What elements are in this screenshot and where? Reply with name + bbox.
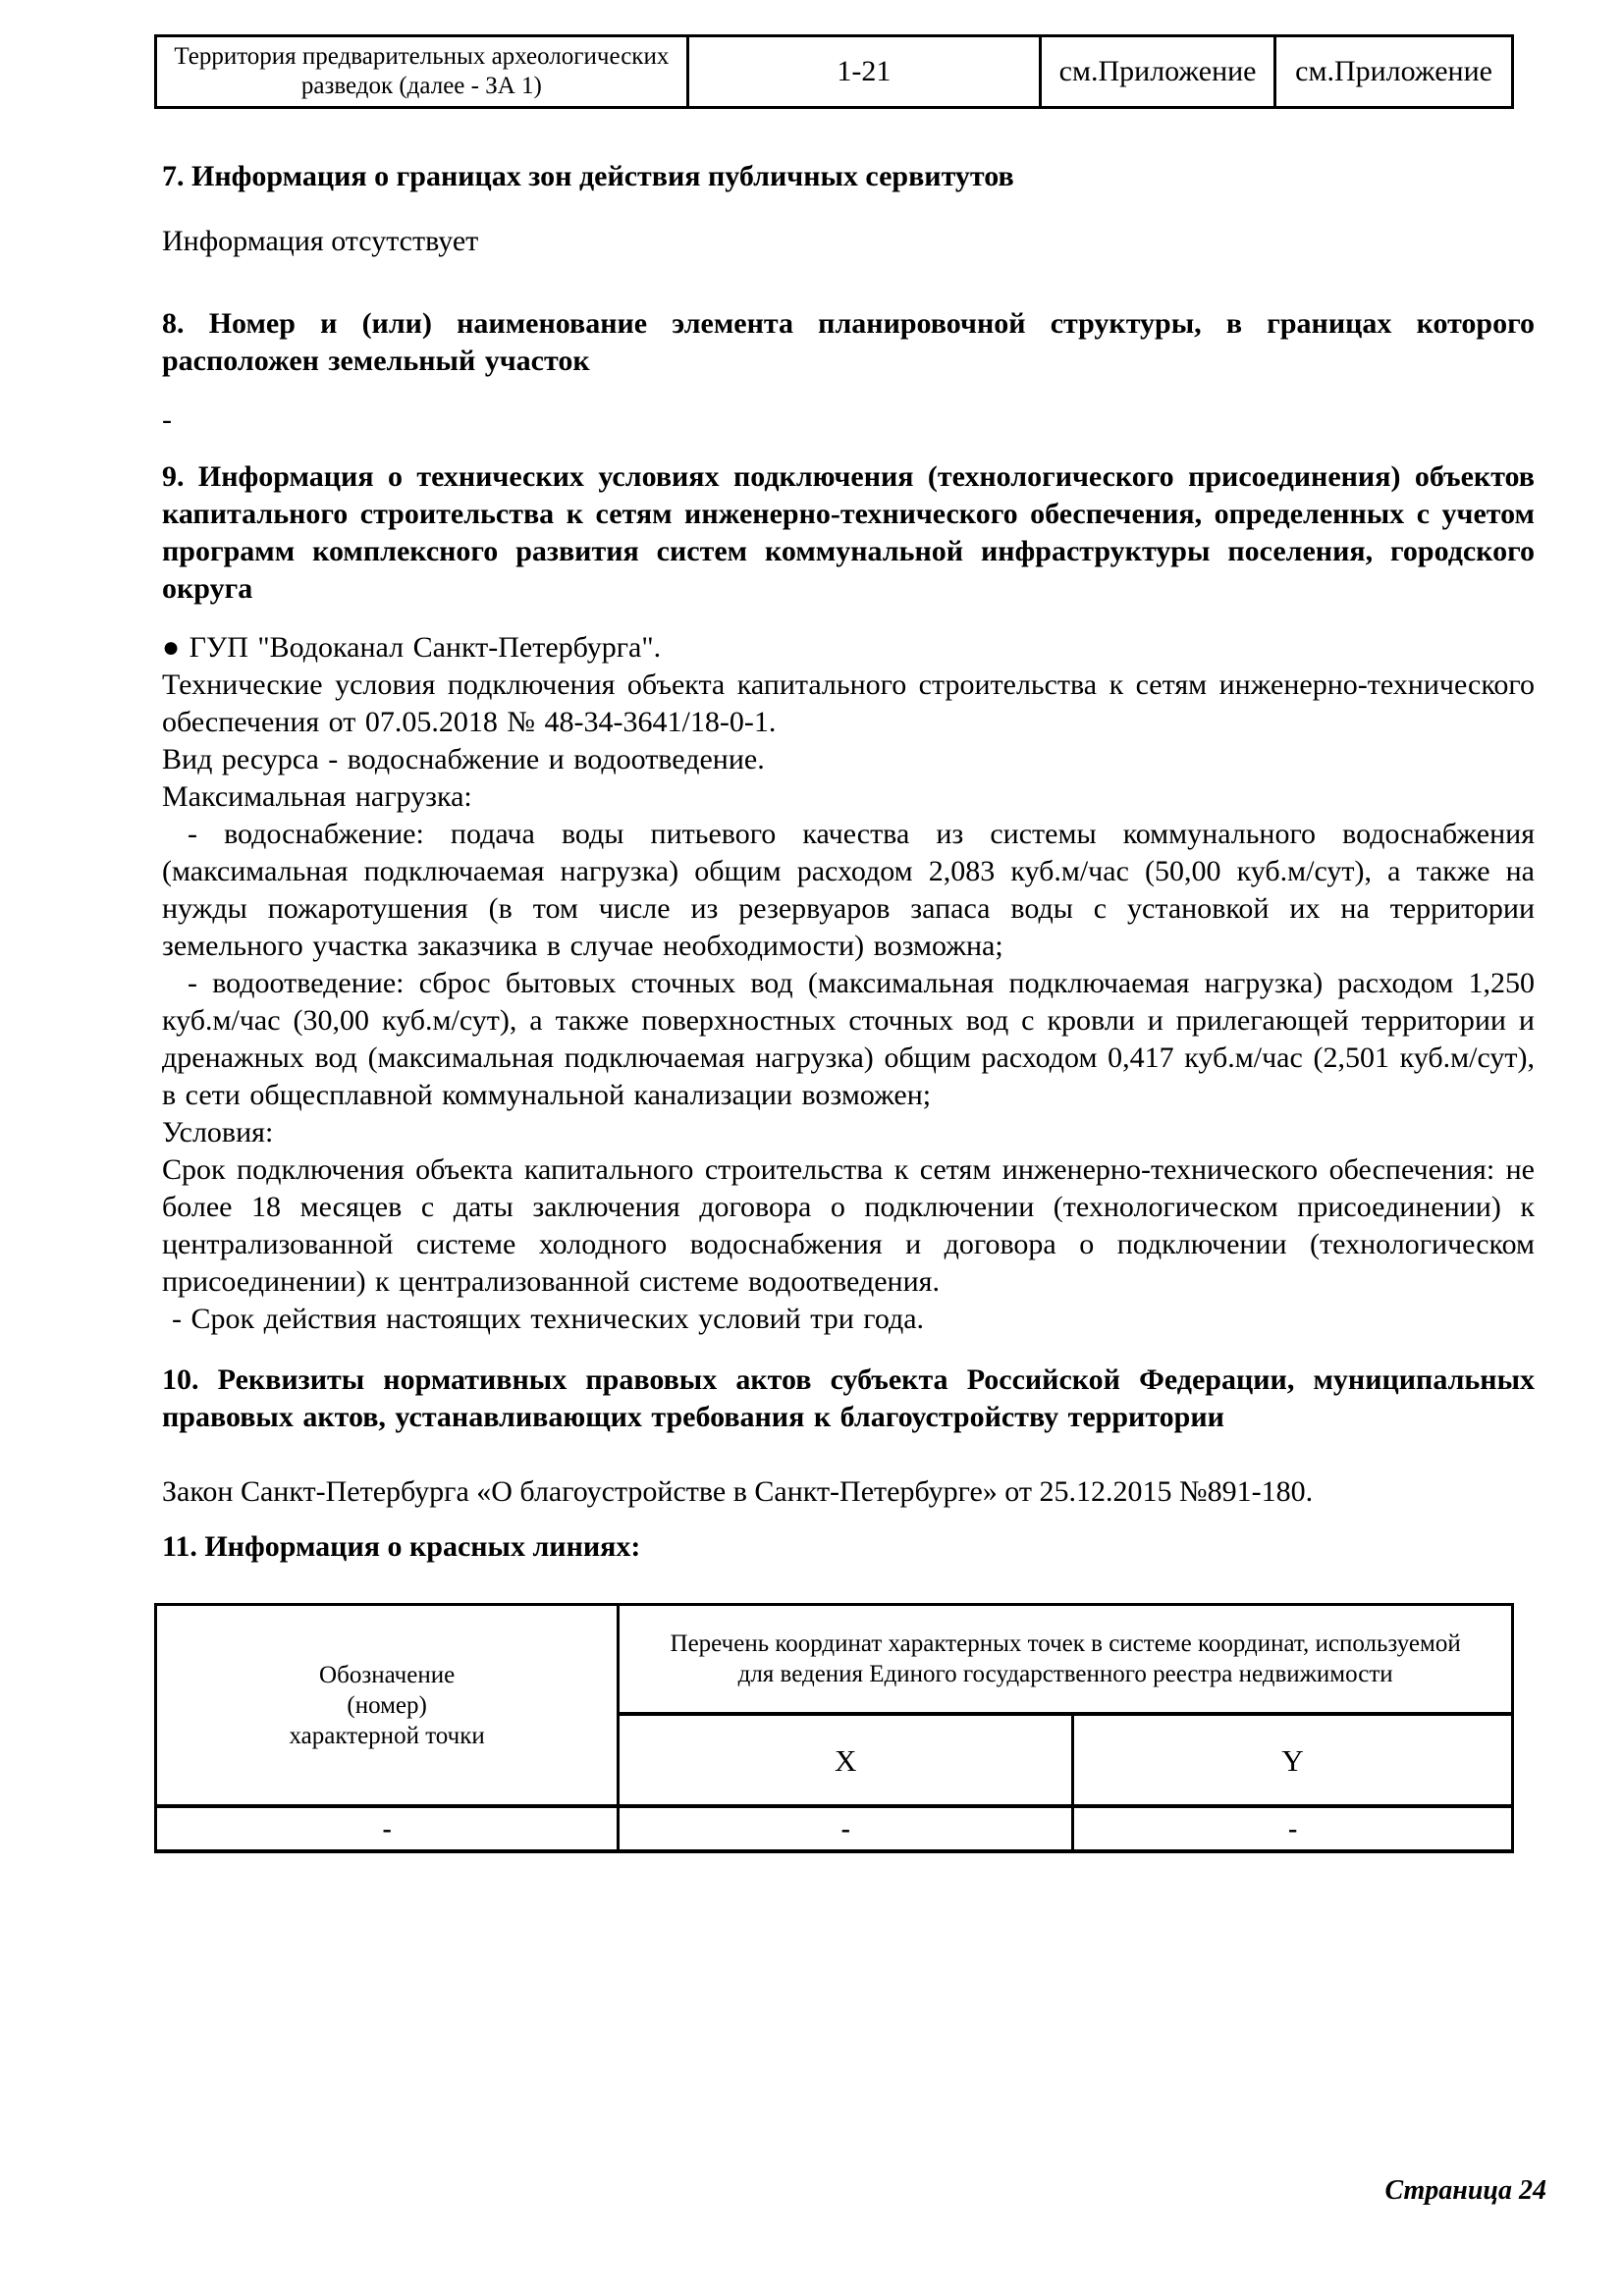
x-value-cell: - — [619, 1806, 1073, 1851]
table-header-row — [156, 1605, 1513, 1715]
connection-term: Срок подключения объекта капитального строительства к сетям инженерно-технического обеспечения: не более 18 месяцев с даты заключения договора о подключении (технологическом присоединении) к централизованной системе холодного водоснабжения и договора о подключении (технологическом присоединении) к централизованной системе водоотведения. — [162, 1153, 1535, 1298]
water-disposal-item: - водоотведение: сброс бытовых сточных вод (максимальная подключаемая нагрузка) расходом 1,250 куб.м/час (30,00 куб.м/сут), а также поверхностных сточных вод с кровли и прилегающей территории и дренажных вод (максимальная подключаемая нагрузка) общим расходом 0,417 куб.м/час (2,501 куб.м/сут), в сети общесплавной коммунальной канализации возможен; — [162, 967, 1535, 1111]
table-row — [156, 36, 1513, 108]
zone-points-cell: 1-21 — [687, 36, 1040, 108]
section-10-heading: 10. Реквизиты нормативных правовых актов субъекта Российской Федерации, муниципальных правовых актов, устанавливающих требования к благоустройству территории — [162, 1363, 1535, 1433]
point-designation-header — [156, 1605, 619, 1807]
section-8-body: - — [162, 403, 172, 436]
zone-ref-x-cell: см.Приложение — [1041, 36, 1275, 108]
page-number — [1384, 2175, 1546, 2207]
section-7-heading: 7. Информация о границах зон действия публичных сервитутов — [162, 160, 1014, 192]
table-row — [156, 1806, 1513, 1851]
archaeology-zone-table — [154, 34, 1514, 109]
section-9-body — [0, 629, 1623, 1338]
water-supply-item: - водоснабжение: подача воды питьевого качества из системы коммунального водоснабжения (максимальная подключаемая нагрузка) общим расходом 2,083 куб.м/час (50,00 куб.м/сут), а также на нужды пожаротушения (в том числе из резервуаров запаса воды с установкой их на территории земельного участка заказчика в случае необходимости) возможна; — [162, 818, 1535, 962]
resource-type: Вид ресурса - водоснабжение и водоотведение. — [162, 743, 765, 775]
section-9-heading: 9. Информация о технических условиях подключения (технологического присоединения) объектов капитального строительства к сетям инженерно-технического обеспечения, определенных с учетом программ комплексного развития систем коммунальной инфраструктуры поселения, городского округа — [162, 460, 1535, 605]
conditions-label: Условия: — [162, 1116, 274, 1148]
zone-name-cell: Территория предварительных археологических разведок (далее - ЗА 1) — [156, 36, 688, 108]
section-7-body: Информация отсутствует — [162, 225, 479, 257]
water-utility-provider: ● ГУП "Водоканал Санкт-Петербурга". — [162, 631, 662, 664]
red-lines-table — [154, 1603, 1514, 1853]
y-column-header: Y — [1073, 1714, 1513, 1806]
section-10-body: Закон Санкт-Петербурга «О благоустройстве в Санкт-Петербурге» от 25.12.2015 №891-180. — [162, 1475, 1314, 1508]
section-11-heading: 11. Информация о красных линиях: — [162, 1530, 641, 1563]
validity-term: - Срок действия настоящих технических условий три года. — [172, 1303, 925, 1335]
max-load-label: Максимальная нагрузка: — [162, 780, 472, 813]
coords-system-label: Перечень координат характерных точек в системе координат, используемой для ведения Единого государственного реестра недвижимости — [670, 1630, 1461, 1687]
point-number-cell: - — [156, 1806, 619, 1851]
section-8-heading: 8. Номер и (или) наименование элемента планировочной структуры, в границах которого расположен земельный участок — [162, 307, 1535, 377]
tech-conditions-reference: Технические условия подключения объекта капитального строительства к сетям инженерно-технического обеспечения от 07.05.2018 № 48-34-3641/18-0-1. — [162, 668, 1535, 738]
y-value-cell: - — [1073, 1806, 1513, 1851]
x-column-header: X — [619, 1714, 1073, 1806]
point-designation-label: Обозначение (номер) характерной точки — [289, 1661, 485, 1749]
coords-system-header — [619, 1605, 1513, 1715]
page-number-label: Страница 24 — [1384, 2175, 1546, 2206]
zone-ref-y-cell: см.Приложение — [1275, 36, 1513, 108]
